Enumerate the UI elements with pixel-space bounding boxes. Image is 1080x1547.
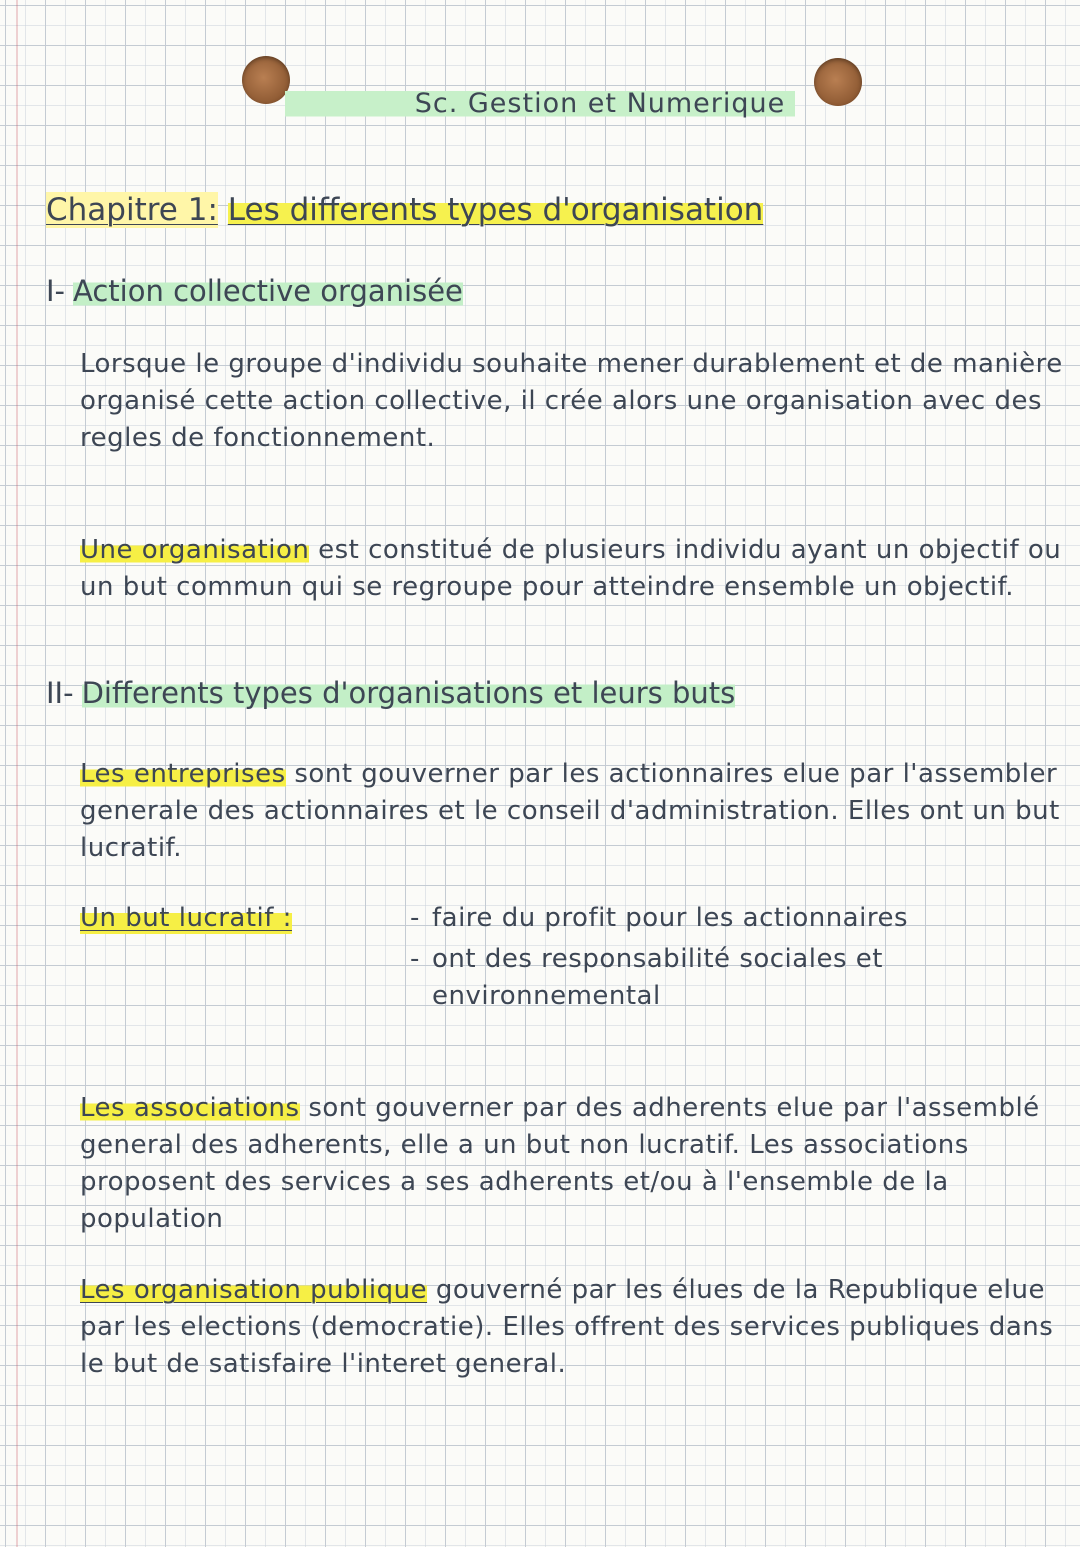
term-associations: Les associations: [80, 1093, 300, 1123]
organisation-publique-rest: gouverné par les élues de la Republique elue par les elections (democratie). Elles offrent des services publiques dans le but de satisfaire l'interet general.: [80, 1275, 1054, 1379]
list-item: - faire du profit pour les actionnaires: [410, 900, 1070, 937]
paragraph-associations-text: [80, 1090, 1070, 1238]
paragraph-action-collective: [80, 346, 1070, 457]
section-2-title: Differents types d'organisations et leurs buts: [81, 676, 736, 710]
term-but-lucratif: Un but lucratif :: [80, 900, 292, 937]
section-1-heading: [46, 274, 463, 308]
page-title-text: Sc. Gestion et Numerique: [285, 88, 796, 119]
section-2-heading: [46, 676, 735, 710]
section-2-number: II-: [46, 676, 74, 710]
paragraph-organisation-publique-text: [80, 1272, 1070, 1383]
paragraph-organisation-definition-text: [80, 532, 1070, 606]
paragraph-organisation-definition: [80, 532, 1070, 606]
page-title: [0, 88, 1080, 119]
but-lucratif-list: [410, 900, 1070, 1019]
chapter-label: Chapitre 1:: [46, 192, 218, 228]
paragraph-action-collective-text: Lorsque le groupe d'individu souhaite mener durablement et de manière organisé cette action collective, il crée alors une organisation avec des regles de fonctionnement.: [80, 349, 1063, 453]
list-item: - ont des responsabilité sociales et environnemental: [410, 941, 1070, 1015]
chapter-heading: [46, 192, 763, 228]
entreprises-rest: sont gouverner par les actionnaires elue par l'assembler generale des actionnaires et le conseil d'administration. Elles ont un but lucratif.: [80, 759, 1060, 863]
paragraph-organisation-publique: [80, 1272, 1070, 1383]
paragraph-associations: [80, 1090, 1070, 1238]
chapter-title: Les differents types d'organisation: [227, 192, 764, 228]
section-1-title: Action collective organisée: [73, 274, 463, 308]
paragraph-entreprises-text: [80, 756, 1070, 867]
margin-line: [16, 0, 18, 1547]
organisation-definition-rest: est constitué de plusieurs individu ayant un objectif ou un but commun qui se regroupe pour atteindre ensemble un objectif.: [80, 535, 1062, 602]
term-organisation: Une organisation: [80, 535, 310, 565]
associations-rest: sont gouverner par des adherents elue par l'assemblé general des adherents, elle a un but non lucratif. Les associations proposent des services a ses adherents et/ou à l'ensemble de la population: [80, 1093, 1040, 1234]
section-1-number: I-: [46, 274, 66, 308]
term-entreprises: Les entreprises: [80, 759, 286, 789]
term-organisation-publique: Les organisation publique: [80, 1275, 428, 1305]
paragraph-entreprises: [80, 756, 1070, 867]
